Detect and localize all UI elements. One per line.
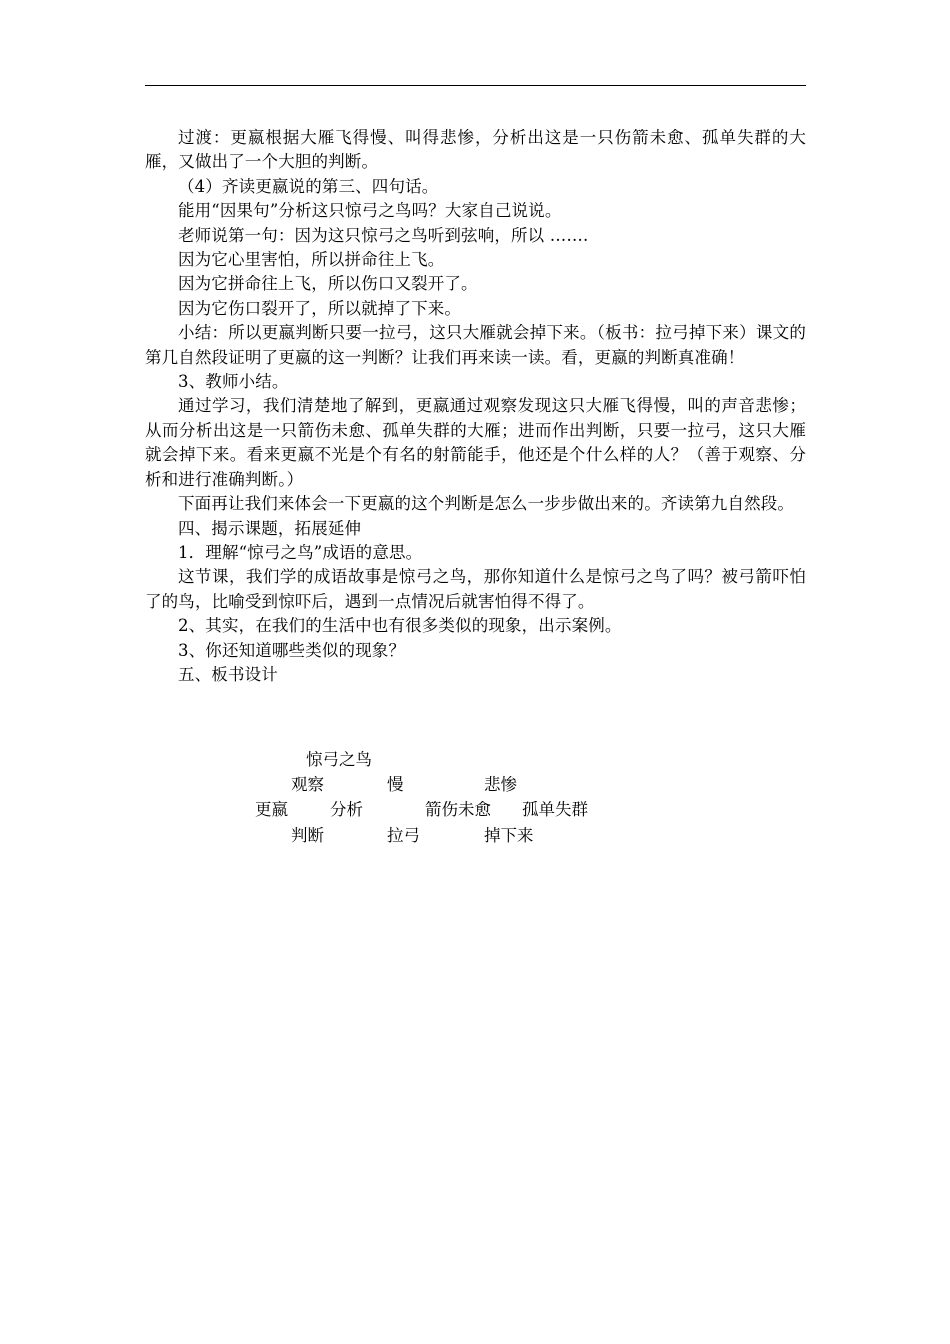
paragraph-understand-idiom: 1．理解“惊弓之鸟”成语的意思。 — [178, 542, 423, 562]
board-slow: 慢 — [387, 775, 404, 794]
board-wounded: 箭伤未愈 — [425, 800, 491, 819]
section-heading-five: 五、板书设计 — [178, 664, 278, 684]
header-rule — [145, 85, 806, 86]
board-fall-down: 掉下来 — [484, 826, 534, 845]
paragraph-read-ninth: 下面再让我们来体会一下更嬴的这个判断是怎么一步步做出来的。齐读第九自然段。 — [178, 494, 795, 514]
paragraph-idiom-meaning: 这节课，我们学的成语故事是惊弓之鸟，那你知道什么是惊弓之鸟了吗？被弓箭吓怕了的鸟，比喻受到惊吓后，遇到一点情况后就害怕得不得了。 — [145, 567, 806, 611]
paragraph-read-sentences: （4）齐读更嬴说的第三、四句话。 — [178, 176, 439, 196]
board-design — [0, 748, 950, 858]
paragraph-cause-effect: 能用“因果句”分析这只惊弓之鸟吗？大家自己说说。 — [178, 201, 562, 221]
paragraph-teacher-summary-heading: 3、教师小结。 — [178, 372, 289, 392]
board-analyze: 分析 — [330, 800, 363, 819]
board-lonely: 孤单失群 — [522, 800, 588, 819]
board-gengying: 更嬴 — [255, 800, 288, 819]
paragraph-because-afraid: 因为它心里害怕，所以拼命往上飞。 — [178, 250, 445, 270]
paragraph-summary: 小结：所以更嬴判断只要一拉弓，这只大雁就会掉下来。（板书：拉弓掉下来）课文的第几自然段证明了更嬴的这一判断？让我们再来读一读。看，更嬴的判断真准确！ — [145, 323, 806, 367]
section-heading-four: 四、揭示课题，拓展延伸 — [178, 518, 362, 538]
board-observe: 观察 — [291, 775, 324, 794]
paragraph-similar-cases: 2、其实，在我们的生活中也有很多类似的现象，出示案例。 — [178, 616, 622, 636]
paragraph-transition: 过渡：更嬴根据大雁飞得慢、叫得悲惨，分析出这是一只伤箭未愈、孤单失群的大雁，又做出了一个大胆的判断。 — [145, 128, 806, 172]
paragraph-because-fly-up: 因为它拼命往上飞，所以伤口又裂开了。 — [178, 274, 478, 294]
paragraph-other-phenomena: 3、你还知道哪些类似的现象？ — [178, 640, 406, 660]
paragraph-teacher-first: 老师说第一句：因为这只惊弓之鸟听到弦响，所以 ……. — [178, 225, 589, 245]
board-judge: 判断 — [291, 826, 324, 845]
paragraph-teacher-summary: 通过学习，我们清楚地了解到，更嬴通过观察发现这只大雁飞得慢，叫的声音悲惨；从而分析出这是一只箭伤未愈、孤单失群的大雁；进而作出判断，只要一拉弓，这只大雁就会掉下来。看来更嬴不光是个有名的射箭能手，他还是个什么样的人？（善于观察、分析和进行准确判断。） — [145, 396, 806, 489]
paragraph-because-wound: 因为它伤口裂开了，所以就掉了下来。 — [178, 298, 462, 318]
board-pull-bow: 拉弓 — [387, 826, 420, 845]
board-title: 惊弓之鸟 — [306, 750, 372, 769]
board-sad: 悲惨 — [484, 775, 517, 794]
document-body — [145, 126, 806, 687]
